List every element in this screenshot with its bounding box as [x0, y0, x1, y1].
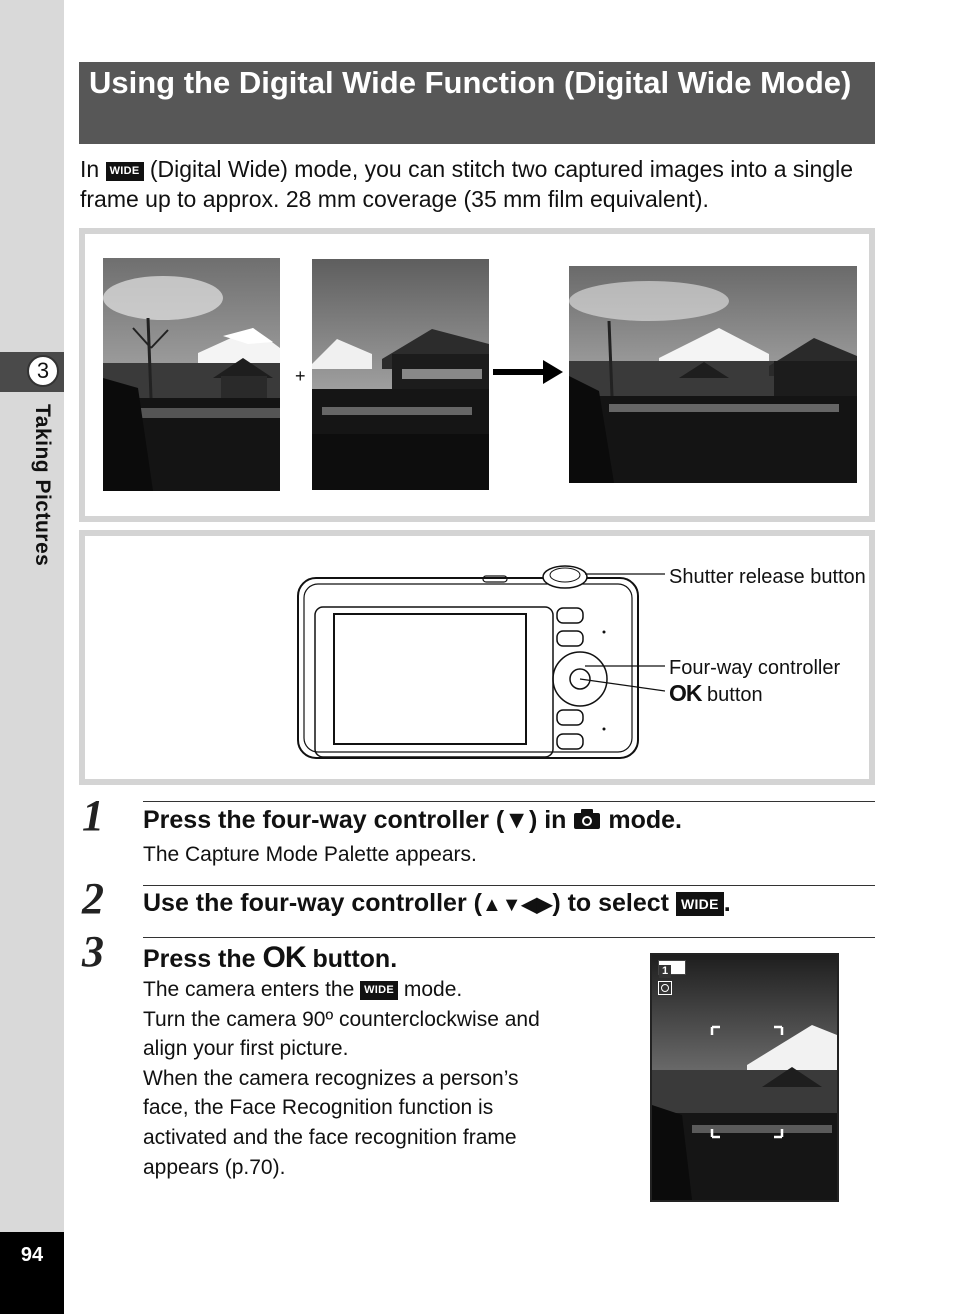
arrow-right-icon — [493, 360, 563, 384]
ok-button-word: button — [701, 684, 763, 706]
lcd-frame-number — [658, 960, 686, 975]
four-way-controller-label: Four-way controller — [669, 657, 841, 679]
ok-glyph: OK — [262, 941, 306, 974]
left-photo — [103, 258, 280, 491]
step-3-heading — [143, 941, 397, 975]
step-1-head-b: ) in — [528, 806, 574, 834]
step-3-line-5: face, the Face Recognition function is — [143, 1096, 494, 1120]
step-3-line-1b: mode. — [398, 978, 463, 1001]
step-3-head-b: button. — [305, 945, 398, 973]
chapter-title: Taking Pictures — [31, 404, 54, 567]
lcd-preview — [650, 953, 839, 1202]
arrow-down-icon: ▼ — [504, 806, 529, 834]
step-2-head-c: . — [723, 889, 731, 917]
ok-button-label — [669, 681, 869, 707]
step-1-rule — [143, 801, 875, 802]
step-2-head-b: ) to select — [552, 889, 676, 917]
shutter-release-label: Shutter release button — [669, 566, 866, 588]
arrow-keys-icon: ▲▼◀▶ — [481, 894, 553, 916]
step-2-rule — [143, 885, 875, 886]
step-1-heading — [143, 806, 682, 837]
step-2-number: 2 — [82, 874, 104, 923]
step-3-line-1 — [143, 975, 462, 1005]
stitch-illustration-panel — [79, 228, 875, 522]
intro-text-a: In — [80, 156, 106, 182]
plus-sign: + — [295, 366, 306, 386]
step-2-heading — [143, 889, 731, 918]
step-3-head-a: Press the — [143, 945, 263, 973]
step-1-head-c: mode. — [601, 806, 682, 834]
camera-diagram-panel — [79, 530, 875, 785]
lcd-frame-number-text: 1 — [659, 965, 671, 978]
step-3-number: 3 — [82, 927, 104, 976]
stitched-photo — [569, 266, 857, 483]
ok-glyph: OK — [669, 680, 702, 706]
page-number: 94 — [20, 1244, 44, 1266]
step-3-line-6: activated and the face recognition frame — [143, 1126, 517, 1149]
intro-text-b: (Digital Wide) mode, you can stitch two captured images into a single frame up to approx. 28 mm coverage (35 mm film equivalent). — [80, 156, 853, 212]
section-title: Using the Digital Wide Function (Digital Wide Mode) — [79, 62, 875, 144]
intro-paragraph — [80, 154, 880, 214]
wide-mode-icon: WIDE — [106, 162, 144, 181]
step-3-line-1a: The camera enters the — [143, 978, 361, 1001]
face-detect-icon — [658, 981, 672, 995]
step-2-head-a: Use the four-way controller ( — [143, 889, 482, 917]
camera-back-drawing — [295, 562, 665, 766]
right-photo — [312, 259, 489, 490]
chapter-sidebar — [0, 0, 64, 1314]
step-3-line-2: Turn the camera 90º counterclockwise and — [143, 1007, 540, 1031]
wide-mode-icon: WIDE — [676, 892, 724, 916]
step-3-line-7: appears (p.70). — [143, 1155, 286, 1179]
step-3-line-4: When the camera recognizes a person’s — [143, 1066, 519, 1090]
step-1-text: The Capture Mode Palette appears. — [143, 843, 477, 866]
chapter-number: 3 — [27, 355, 59, 387]
step-3-line-3: align your first picture. — [143, 1037, 349, 1061]
step-1-head-a: Press the four-way controller ( — [143, 806, 505, 834]
wide-mode-icon: WIDE — [360, 981, 398, 1000]
camera-icon — [573, 808, 601, 837]
step-1-number: 1 — [82, 791, 104, 840]
step-3-rule — [143, 937, 875, 938]
